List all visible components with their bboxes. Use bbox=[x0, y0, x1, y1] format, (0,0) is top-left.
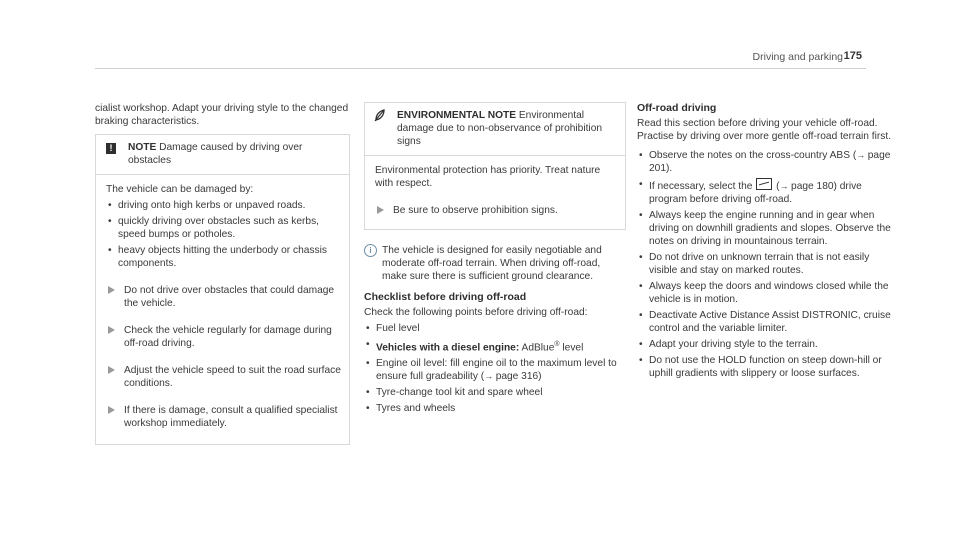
list-item bbox=[364, 357, 626, 383]
column-middle bbox=[364, 102, 626, 421]
list-item: • Tyres and wheels bbox=[364, 402, 626, 415]
oil-text: Engine oil level: fill engine oil to the maximum level to ensure full gradeability ( bbox=[376, 358, 617, 383]
checklist-intro: Check the following points before driving off-road: bbox=[364, 307, 588, 318]
page-header bbox=[0, 51, 960, 65]
note-bullets bbox=[106, 199, 341, 270]
list-item: • Always keep the doors and windows closed while the vehicle is in motion. bbox=[637, 280, 892, 306]
page-reference[interactable]: page 316) bbox=[495, 371, 542, 383]
step-item bbox=[106, 324, 341, 350]
diesel-label: Vehicles with a diesel engine: bbox=[376, 342, 520, 354]
list-item: • Do not drive on unknown terrain that is not easily visible and stay on marked routes. bbox=[637, 251, 892, 277]
paren-text: ( bbox=[776, 181, 780, 192]
checklist bbox=[364, 322, 626, 415]
header-divider bbox=[95, 68, 866, 69]
step-text: Adjust the vehicle speed to suit the road surface conditions. bbox=[124, 365, 341, 389]
reference-arrow-icon: → bbox=[856, 150, 868, 160]
offroad-program-icon bbox=[756, 178, 772, 190]
list-item: • quickly driving over obstacles such as kerbs, speed bumps or potholes. bbox=[106, 215, 341, 241]
note-title: Damage caused by driving over obstacles bbox=[128, 142, 303, 166]
reference-arrow-icon: → bbox=[779, 181, 792, 191]
reference-arrow-icon: → bbox=[484, 371, 496, 382]
page-reference[interactable]: page 201). bbox=[649, 150, 891, 174]
step-text: Do not drive over obstacles that could damage the vehicle. bbox=[124, 285, 335, 309]
section-heading: Off-road driving bbox=[637, 102, 717, 114]
level-text: level bbox=[559, 342, 584, 354]
list-item: • driving onto high kerbs or unpaved roads. bbox=[106, 199, 341, 212]
step-arrow-icon bbox=[108, 406, 115, 414]
offroad-list bbox=[637, 149, 892, 380]
environmental-note-body bbox=[365, 156, 625, 229]
environment-icon bbox=[373, 108, 387, 122]
step-arrow-icon bbox=[108, 326, 115, 334]
column-right bbox=[637, 102, 892, 386]
list-item: • Adapt your driving style to the terrain. bbox=[637, 338, 892, 351]
registered-mark: ® bbox=[554, 341, 560, 348]
select-text: If necessary, select the bbox=[649, 181, 753, 192]
checklist-heading: Checklist before driving off-road bbox=[364, 291, 527, 303]
list-item: • Always keep the engine running and in gear when driving on downhill gradients and slopes. Observe the notes on driving in mountainous terrain. bbox=[637, 209, 892, 248]
section-intro: Read this section before driving your vehicle off-road. Practise by driving over more gentle off-road terrain first. bbox=[637, 118, 892, 142]
list-item: • Deactivate Active Distance Assist DISTRONIC, cruise control and the variable limiter. bbox=[637, 309, 892, 335]
abs-text: Observe the notes on the cross-country ABS ( bbox=[649, 150, 857, 161]
warning-icon: ! bbox=[106, 143, 116, 154]
environmental-note-header bbox=[365, 103, 625, 156]
environmental-note-label: ENVIRONMENTAL NOTE bbox=[397, 110, 517, 121]
step-arrow-icon bbox=[108, 286, 115, 294]
environmental-note-text: Environmental protection has priority. Treat nature with respect. bbox=[375, 165, 601, 189]
step-text: Check the vehicle regularly for damage during off-road driving. bbox=[124, 325, 332, 349]
list-item bbox=[637, 149, 892, 175]
page-number: 175 bbox=[843, 50, 862, 62]
list-item: • Tyre-change tool kit and spare wheel bbox=[364, 386, 626, 399]
info-text: The vehicle is designed for easily negotiable and moderate off-road terrain. When driving off-road, make sure there is sufficient ground clearance. bbox=[382, 245, 602, 282]
step-text: If there is damage, consult a qualified specialist workshop immediately. bbox=[124, 405, 338, 429]
page-reference[interactable]: page 180) drive program before driving off-road. bbox=[649, 181, 862, 205]
list-item bbox=[364, 338, 626, 354]
note-label: NOTE bbox=[128, 142, 157, 153]
environmental-note-box bbox=[364, 102, 626, 230]
list-item: • Do not use the HOLD function on steep down-hill or uphill gradients with slippery or loose surfaces. bbox=[637, 354, 892, 380]
step-item bbox=[375, 204, 617, 217]
note-body bbox=[96, 175, 349, 444]
list-item: • Fuel level bbox=[364, 322, 626, 335]
info-note bbox=[364, 244, 626, 283]
step-text: Be sure to observe prohibition signs. bbox=[393, 205, 558, 216]
list-item: • heavy objects hitting the underbody or chassis components. bbox=[106, 244, 341, 270]
section-title: Driving and parking bbox=[752, 51, 843, 63]
adblue-text: AdBlue bbox=[521, 342, 555, 354]
intro-text: cialist workshop. Adapt your driving style to the changed braking characteristics. bbox=[95, 103, 349, 127]
step-arrow-icon bbox=[108, 366, 115, 374]
list-item bbox=[637, 178, 892, 206]
environmental-note-title: Environmental damage due to non-observance of prohibition signs bbox=[397, 110, 603, 147]
step-arrow-icon bbox=[377, 206, 384, 214]
step-item bbox=[106, 284, 341, 310]
column-left bbox=[95, 102, 350, 445]
note-header bbox=[96, 135, 349, 175]
step-item bbox=[106, 404, 341, 430]
info-icon: i bbox=[364, 244, 377, 257]
note-lead: The vehicle can be damaged by: bbox=[106, 184, 254, 195]
note-box bbox=[95, 134, 350, 445]
step-item bbox=[106, 364, 341, 390]
